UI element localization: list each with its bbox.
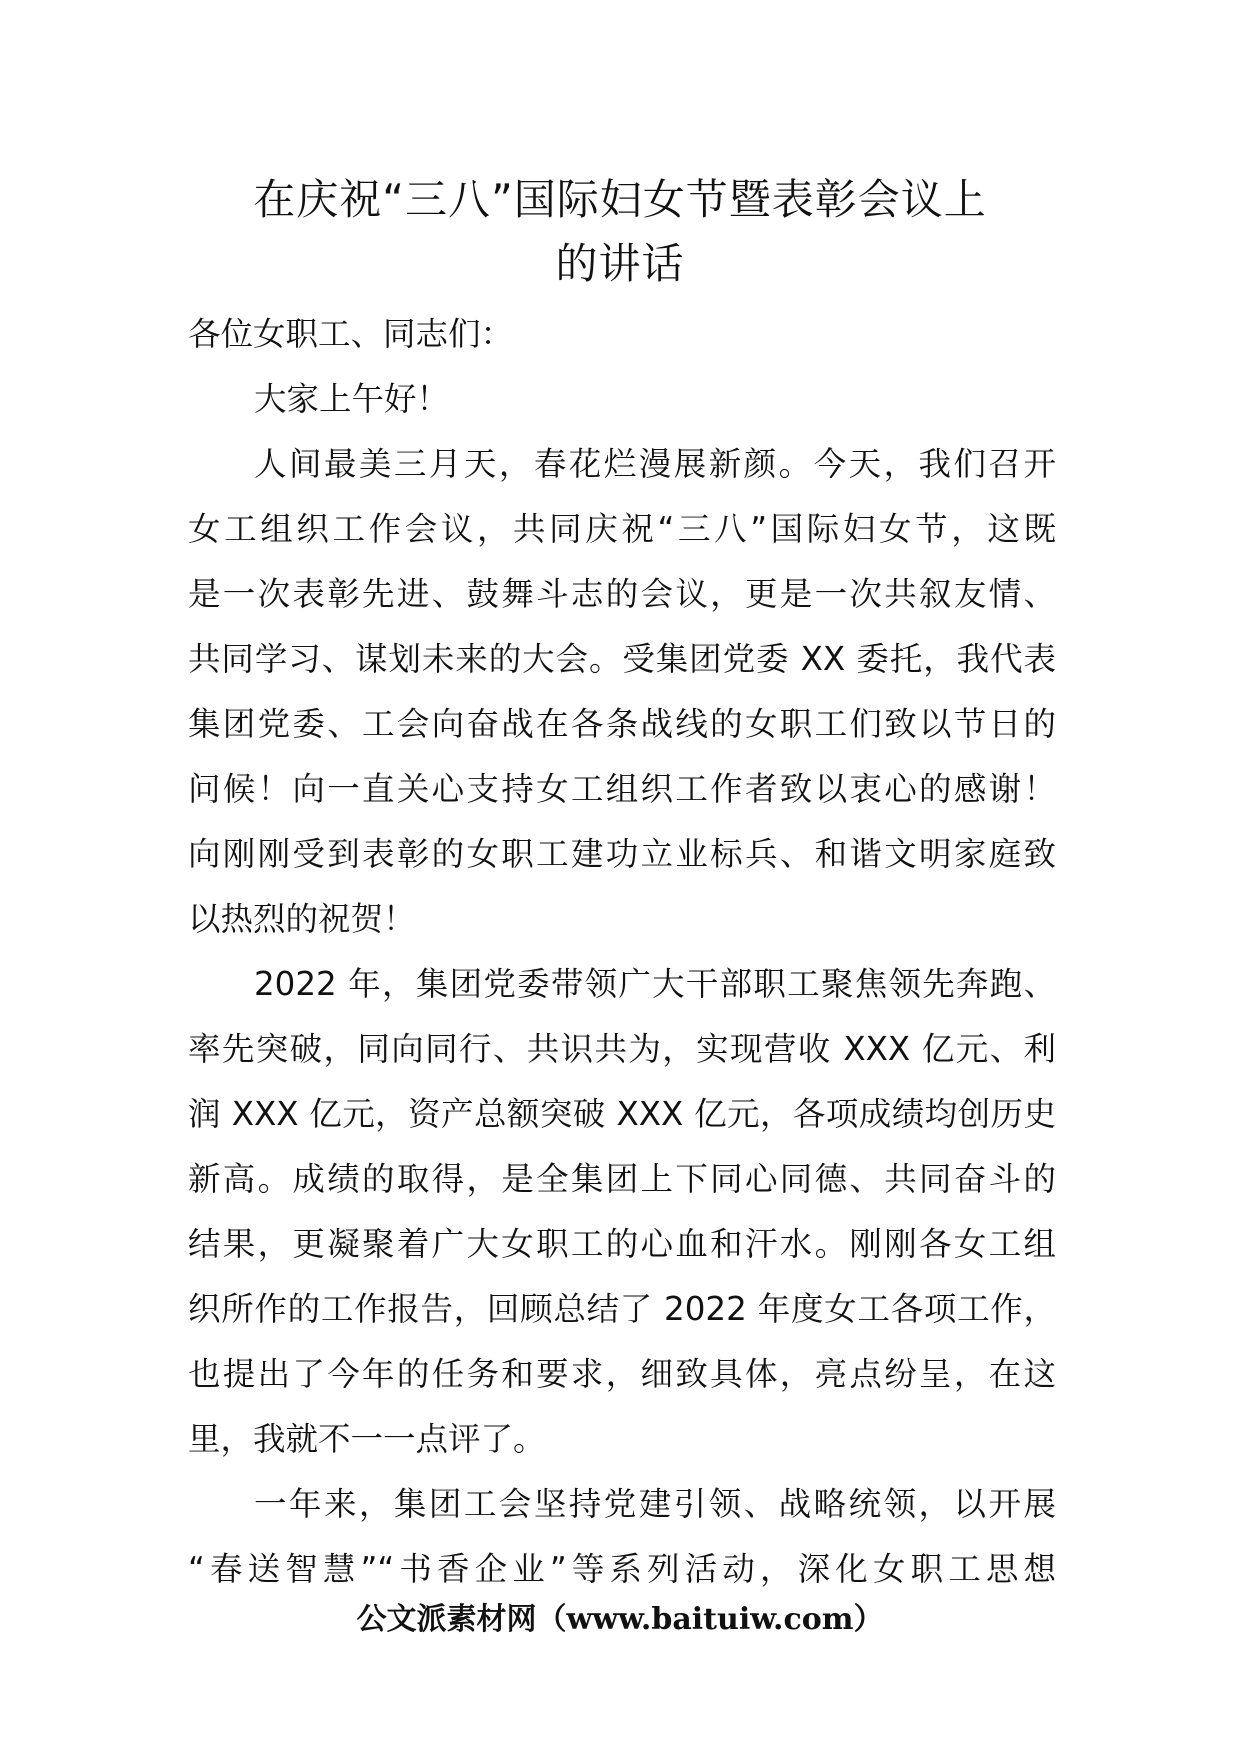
paragraph-2-line: 里，我就不一一点评了。 (188, 1420, 546, 1458)
paragraph-2-line: 率先突破，同向同行、共识共为，实现营收 XXX 亿元、利 (188, 1030, 1056, 1068)
paragraph-2-line: 织所作的工作报告，回顾总结了 2022 年度女工各项工作， (188, 1290, 1056, 1328)
paragraph-2-line: 也提出了今年的任务和要求，细致具体，亮点纷呈，在这 (188, 1355, 1056, 1393)
paragraph-1-line: 是一次表彰先进、鼓舞斗志的会议，更是一次共叙友情、 (188, 575, 1056, 613)
paragraph-2-line: 新高。成绩的取得，是全集团上下同心同德、共同奋斗的 (188, 1160, 1056, 1198)
document-title-line-2: 的讲话 (555, 239, 685, 288)
paragraph-1-line: 向刚刚受到表彰的女职工建功立业标兵、和谐文明家庭致 (188, 835, 1056, 873)
paragraph-2-line: 结果，更凝聚着广大女职工的心血和汗水。刚刚各女工组 (188, 1225, 1056, 1263)
paragraph-3-line: 一年来，集团工会坚持党建引领、战略统领，以开展 (254, 1485, 1056, 1523)
salutation-line: 各位女职工、同志们： (188, 315, 514, 353)
document-body (188, 302, 1056, 1602)
paragraph-1-line: 集团党委、工会向奋战在各条战线的女职工们致以节日的 (188, 705, 1056, 743)
watermark-footer: 公文派素材网（www.baituiw.com） (356, 1602, 884, 1637)
paragraph-2-line: 2022 年，集团党委带领广大干部职工聚焦领先奔跑、 (254, 965, 1056, 1003)
paragraph-1-line: 以热烈的祝贺！ (188, 900, 416, 938)
paragraph-1-line: 共同学习、谋划未来的大会。受集团党委 XX 委托，我代表 (188, 640, 1056, 678)
paragraph-2-line: 润 XXX 亿元，资产总额突破 XXX 亿元，各项成绩均创历史 (188, 1095, 1056, 1133)
paragraph-3-line: “春送智慧”“书香企业”等系列活动，深化女职工思想 (188, 1550, 1056, 1588)
document-title-line-1: 在庆祝“三八”国际妇女节暨表彰会议上 (253, 175, 987, 224)
paragraph-1-line: 女工组织工作会议，共同庆祝“三八”国际妇女节，这既 (188, 510, 1056, 548)
greeting-line: 大家上午好！ (254, 380, 450, 418)
paragraph-1-line: 问候！向一直关心支持女工组织工作者致以衷心的感谢！ (188, 770, 1056, 808)
paragraph-1-line: 人间最美三月天，春花烂漫展新颜。今天，我们召开 (254, 445, 1056, 483)
